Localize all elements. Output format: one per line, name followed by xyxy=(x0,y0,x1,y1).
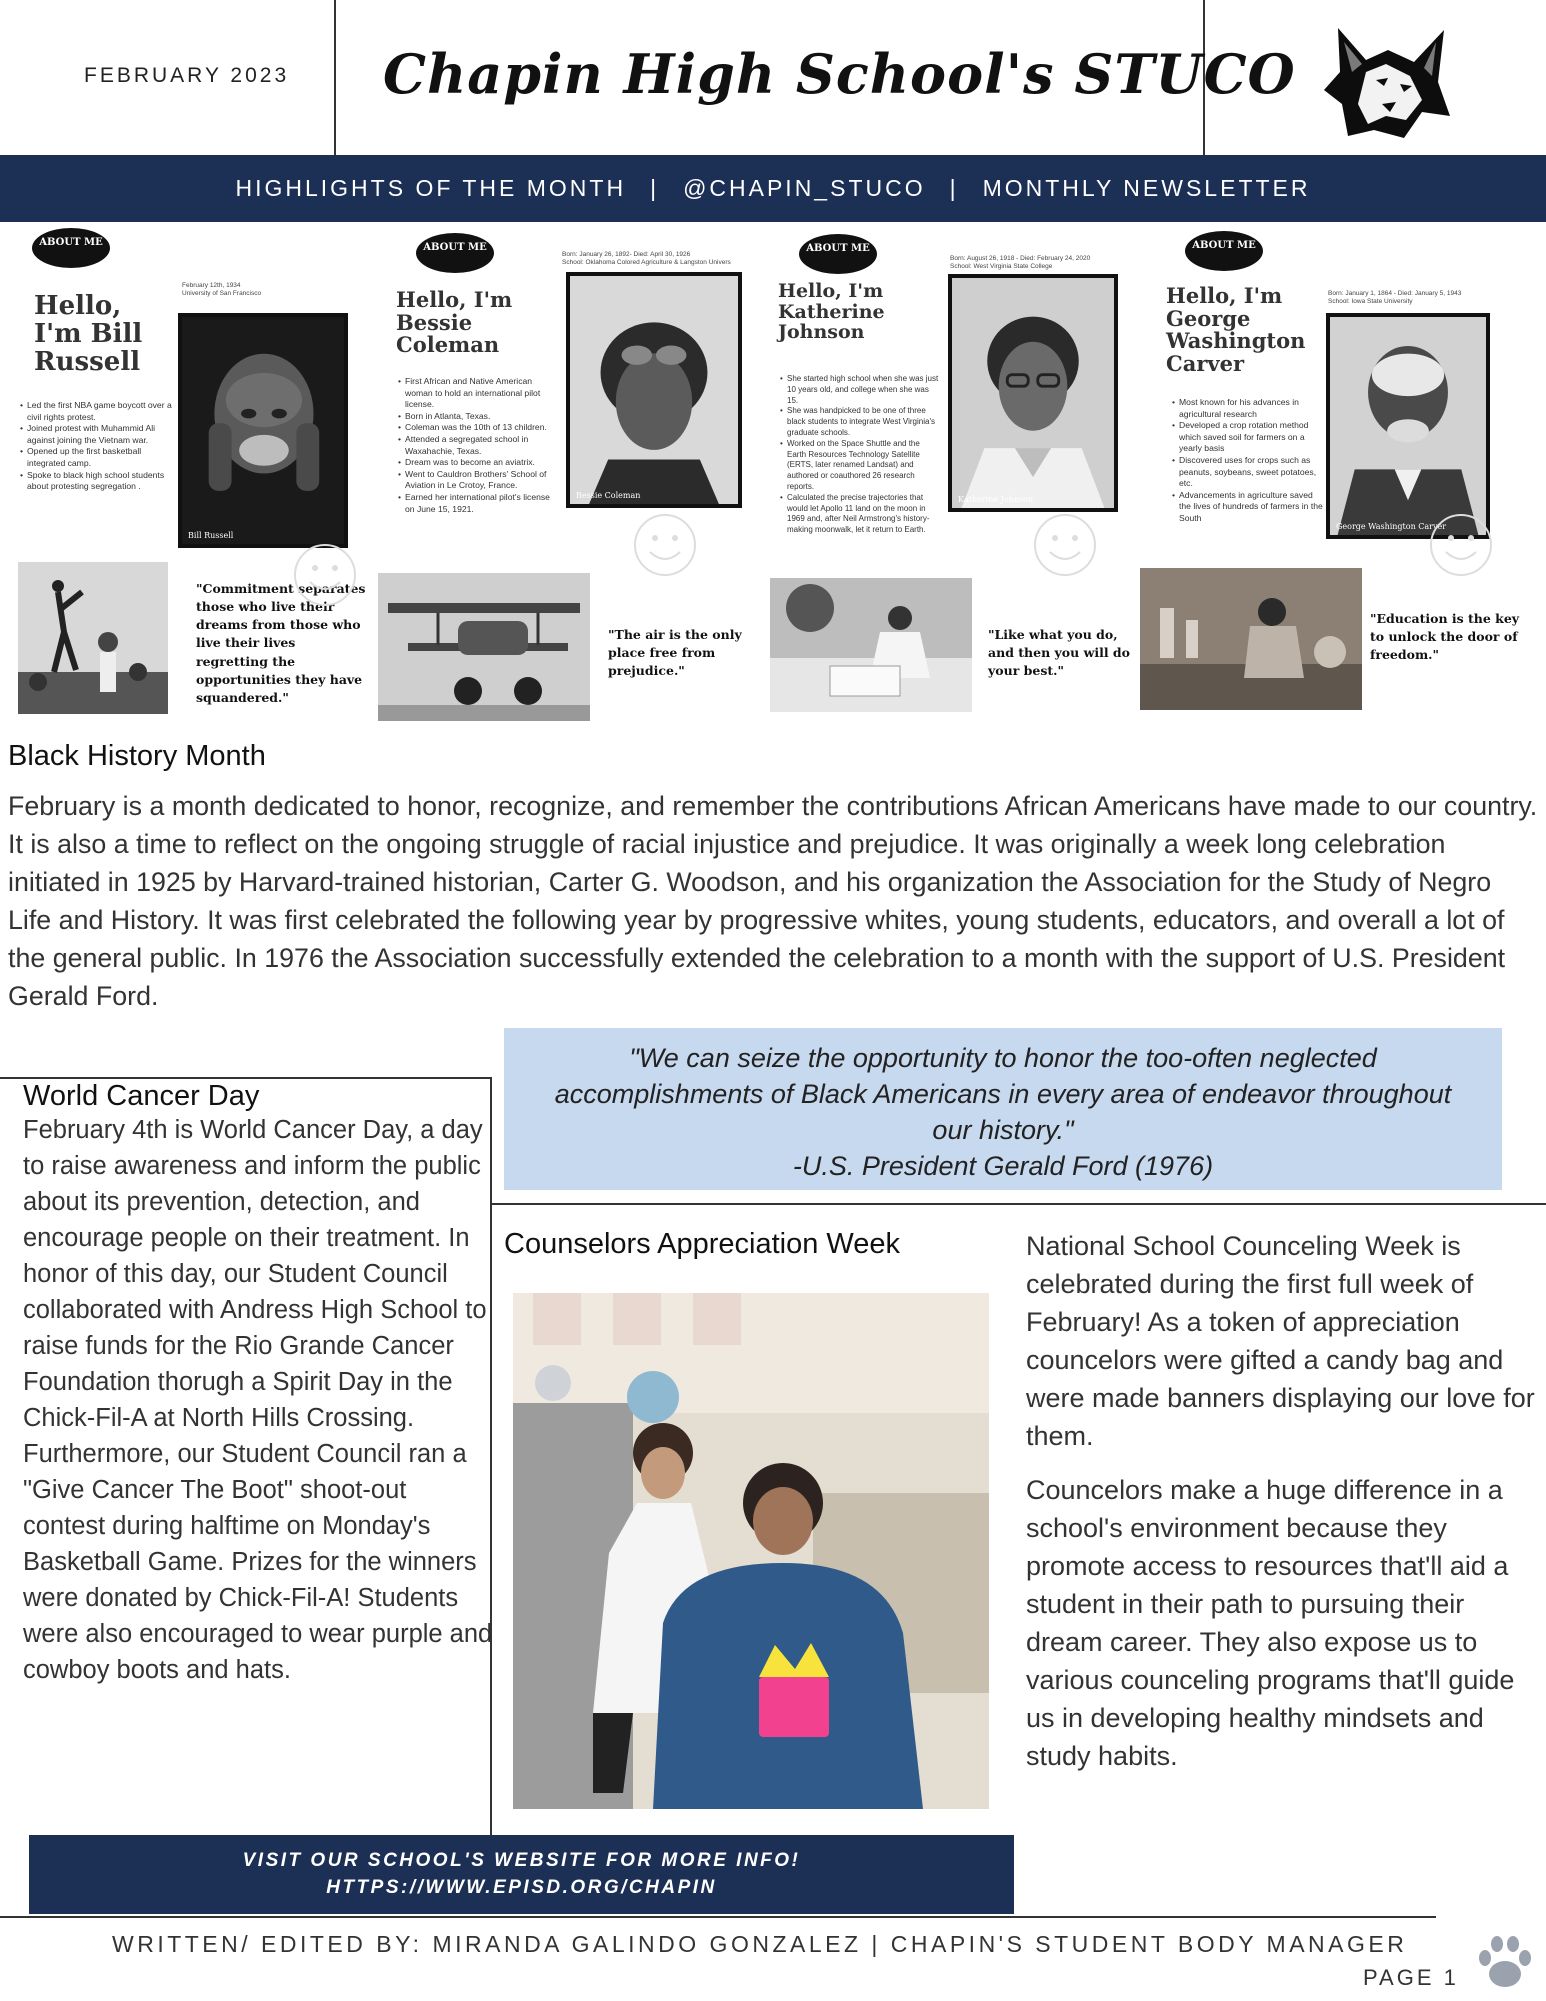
smiley-doodle-icon xyxy=(1426,510,1496,580)
bhm-title: Black History Month xyxy=(8,740,266,772)
visit-text: VISIT OUR SCHOOL'S WEBSITE FOR MORE INFO! xyxy=(242,1850,801,1871)
fact-item: • She was handpicked to be one of three black students to integrate West Virginia's graduate schools. xyxy=(780,406,940,438)
fact-item: • Dream was to become an aviatrix. xyxy=(398,457,553,469)
profile-heading: Hello, I'm Katherine Johnson xyxy=(778,280,885,344)
profile-facts xyxy=(780,374,940,536)
wcd-title: World Cancer Day xyxy=(23,1080,260,1112)
profile-birth: February 12th, 1934 xyxy=(182,282,241,289)
website-link[interactable]: HTTPS://WWW.EPISD.ORG/CHAPIN xyxy=(326,1877,717,1898)
fact-item: • Advancements in agriculture saved the lives of hundreds of farmers in the South xyxy=(1172,490,1324,525)
about-me-badge: ABOUT ME xyxy=(1185,231,1263,271)
about-me-badge: ABOUT ME xyxy=(416,233,494,273)
profile-facts xyxy=(20,400,174,493)
smiley-doodle-icon xyxy=(630,510,700,580)
portrait-caption: Katherine Johnson xyxy=(958,495,1034,504)
portrait-caption: Bessie Coleman xyxy=(576,491,641,500)
profile-school: University of San Francisco xyxy=(182,290,262,298)
fact-item: • Led the first NBA game boycott over a civil rights protest. xyxy=(20,400,174,423)
header-divider-left xyxy=(334,0,336,155)
portrait-photo xyxy=(1326,313,1490,539)
profile-facts xyxy=(1172,397,1324,525)
profile-heading: Hello, I'm George Washington Carver xyxy=(1166,283,1306,377)
airplane-photo xyxy=(378,573,590,721)
fact-item: • Joined protest with Muhammid Ali against joining the Vietnam war. xyxy=(20,423,174,446)
footer-credit: WRITTEN/ EDITED BY: MIRANDA GALINDO GONZALEZ | CHAPIN'S STUDENT BODY MANAGER xyxy=(112,1931,1408,1957)
fact-item: • Went to Cauldron Brothers' School of Aviation in Le Crotoy, France. xyxy=(398,469,553,492)
fact-item: • Attended a segregated school in Waxahachie, Texas. xyxy=(398,434,553,457)
profile-meta xyxy=(1328,290,1528,307)
profile-quote: "The air is the only place free from prejudice." xyxy=(608,627,742,679)
profile-quote: "Education is the key to unlock the door of freedom." xyxy=(1370,611,1520,663)
fact-item: • She started high school when she was just 10 years old, and college when she was 15. xyxy=(780,374,940,406)
fact-item: • Born in Atlanta, Texas. xyxy=(398,411,553,423)
header-banner xyxy=(0,155,1546,222)
page-number: PAGE 1 xyxy=(1363,1965,1459,1990)
ncw-paragraph-2: Councelors make a huge difference in a school's environment because they promote access to resources that'll aid a student in their path to pursuing their dream career. They also expose us to various counceling programs that'll guide us in developing healthy mindsets and study habits. xyxy=(1026,1475,1515,1771)
fact-item: • Calculated the precise trajectories that would let Apollo 11 land on the moon in 1969 and, after Neil Armstrong's history-making moonwalk, let it return to Earth. xyxy=(780,493,940,536)
profile-heading: Hello, I'm Bill Russell xyxy=(34,291,143,378)
fact-item: • First African and Native American woman to hold an international pilot license. xyxy=(398,376,553,411)
profile-birth: Born: January 1, 1864 - Died: January 5, 1943 xyxy=(1328,290,1462,297)
footer-divider xyxy=(0,1916,1436,1918)
profile-meta xyxy=(562,251,762,268)
banner-separator: | xyxy=(949,175,959,201)
ford-quote-text: "We can seize the opportunity to honor the too-often neglected accomplishments of Black Americans in every area of endeavor throughout our history." xyxy=(554,1043,1452,1145)
portrait-photo xyxy=(178,313,348,548)
counselor-photo xyxy=(513,1293,989,1809)
ncw-text xyxy=(1026,1227,1536,1775)
fact-item: • Earned her international pilot's license on June 15, 1921. xyxy=(398,492,553,515)
smiley-doodle-icon xyxy=(290,540,360,610)
wcd-text: February 4th is World Cancer Day, a day to raise awareness and inform the public about its prevention, detection, and encourage people on their treatment. In honor of this day, our Student Council collaborated with Andress High School to raise funds for the Rio Grande Cancer Foundation thorugh a Spirit Day in the Chick-Fil-A at North Hills Crossing. Furthermore, our Student Council ran a "Give Cancer The Boot" shoot-out contest during halftime on Monday's Basketball Game. Prizes for the winners were donated by Chick-Fil-A! Students were also encouraged to wear purple and cowboy boots and hats. xyxy=(23,1116,493,1684)
banner-handle: @CHAPIN_STUCO xyxy=(683,175,926,201)
profile-meta xyxy=(182,282,292,299)
issue-date: FEBRUARY 2023 xyxy=(84,64,290,87)
profile-school: School: Iowa State University xyxy=(1328,298,1413,306)
about-me-badge: ABOUT ME xyxy=(32,228,110,268)
about-me-badge: ABOUT ME xyxy=(799,234,877,274)
portrait-photo xyxy=(566,272,742,508)
katherine-working-photo xyxy=(770,578,972,712)
smiley-doodle-icon xyxy=(1030,510,1100,580)
visit-website-banner xyxy=(29,1835,1014,1914)
fact-item: • Discovered uses for crops such as peanuts, soybeans, sweet potatoes, etc. xyxy=(1172,455,1324,490)
banner-newsletter: MONTHLY NEWSLETTER xyxy=(982,175,1311,201)
ford-quote-box xyxy=(504,1028,1502,1190)
profile-quote: "Like what you do, and then you will do your best." xyxy=(988,627,1131,679)
ncw-paragraph-1: National School Counceling Week is celebrated during the first full week of February! As a token of appreciation councelors were gifted a candy bag and were made banners displaying our love for them. xyxy=(1026,1231,1535,1451)
paw-print-icon xyxy=(1473,1930,1537,1994)
profile-facts xyxy=(398,376,553,515)
basketball-photo xyxy=(18,562,168,714)
newsletter-title: Chapin High School's STUCO xyxy=(383,42,1296,106)
portrait-caption: Bill Russell xyxy=(188,531,234,540)
banner-highlights: HIGHLIGHTS OF THE MONTH xyxy=(235,175,627,201)
husky-head-icon xyxy=(1318,20,1454,144)
profile-school: School: West Virginia State College xyxy=(950,263,1053,271)
bhm-text: February is a month dedicated to honor, recognize, and remember the contributions African Americans have made to our country. It is also a time to reflect on the ongoing struggle of racial injustice and prejudice. It was originally a week long celebration initiated in 1925 by Harvard-trained historian, Carter G. Woodson, and his organization the Association for the Study of Negro Life and History. It was first celebrated the following year by progressive whites, young students, educators, and overall a lot of the general public. In 1976 the Association successfully extended the celebration to a month with the support of U.S. President Gerald Ford. xyxy=(8,791,1538,1011)
profile-birth: Born: August 26, 1918 - Died: February 24, 2020 xyxy=(950,255,1091,262)
fact-item: • Most known for his advances in agricultural research xyxy=(1172,397,1324,420)
ford-quote-attribution: -U.S. President Gerald Ford (1976) xyxy=(792,1151,1214,1181)
fact-item: • Opened up the first basketball integrated camp. xyxy=(20,446,174,469)
profile-heading: Hello, I'm Bessie Coleman xyxy=(396,287,513,358)
profile-birth: Born: January 26, 1892- Died: April 30, 1926 xyxy=(562,251,691,258)
profile-school: School: Oklahoma Colored Agriculture & Langston Univers xyxy=(562,259,731,267)
caw-title: Counselors Appreciation Week xyxy=(504,1228,901,1260)
portrait-photo xyxy=(948,274,1118,512)
fact-item: • Developed a crop rotation method which saved soil for farmers on a yearly basis xyxy=(1172,420,1324,455)
fact-item: • Coleman was the 10th of 13 children. xyxy=(398,422,553,434)
portrait-caption: George Washington Carver xyxy=(1336,522,1447,531)
carver-lab-photo xyxy=(1140,568,1362,710)
fact-item: • Spoke to black high school students about protesting segregation . xyxy=(20,470,174,493)
fact-item: • Worked on the Space Shuttle and the Earth Resources Technology Satellite (ERTS, later renamed Landsat) and authored or coauthored 26 research reports. xyxy=(780,439,940,493)
profile-meta xyxy=(950,255,1150,272)
profile-quote: "Commitment separates those who live their dreams from those who live their lives regretting the opportunities they have squandered." xyxy=(196,581,366,705)
section-divider xyxy=(492,1203,1546,1205)
banner-separator: | xyxy=(650,175,660,201)
